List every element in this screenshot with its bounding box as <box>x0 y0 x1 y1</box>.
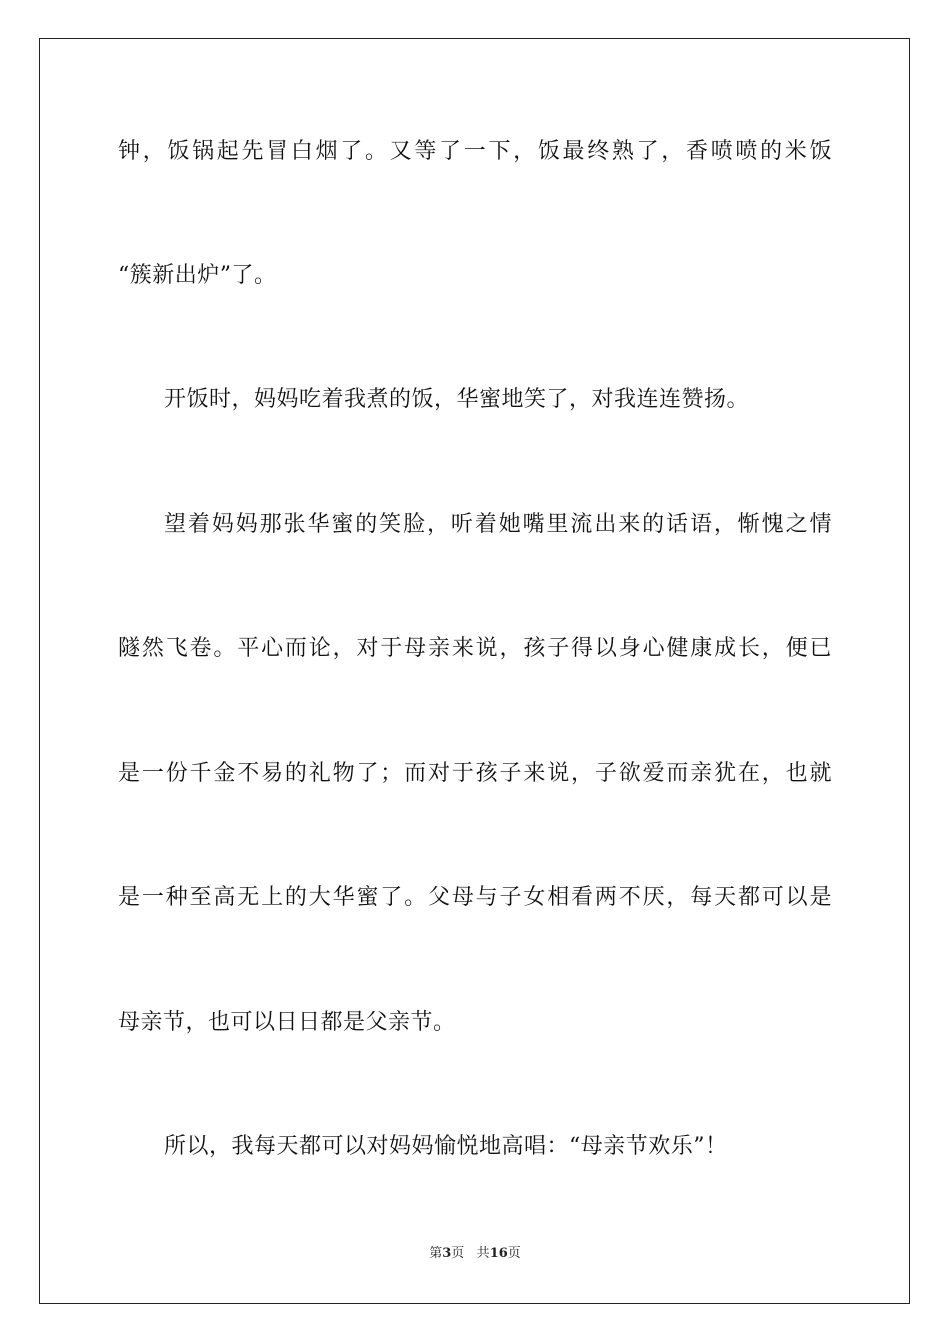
body-line-9: 所以，我每天都可以对妈妈愉悦地高唱：“母亲节欢乐”！ <box>164 1134 728 1159</box>
body-line-1: 钟，饭锅起先冒白烟了。又等了一下，饭最终熟了，香喷喷的米饭 <box>118 139 832 164</box>
body-line-5: 隧然飞卷。平心而论，对于母亲来说，孩子得以身心健康成长，便已 <box>118 636 832 661</box>
body-line-2: “簇新出炉”了。 <box>118 263 277 288</box>
footer-total-number: 16 <box>489 1246 508 1261</box>
footer-page-prefix: 第 <box>429 1246 443 1261</box>
footer-page-suffix: 页 <box>451 1246 465 1261</box>
body-line-6: 是一份千金不易的礼物了；而对于孩子来说，子欲爱而亲犹在，也就 <box>118 761 832 786</box>
footer-total-suffix: 页 <box>507 1246 521 1261</box>
body-line-3: 开饭时，妈妈吃着我煮的饭，华蜜地笑了，对我连连赞扬。 <box>164 387 750 412</box>
page-footer <box>0 1245 950 1263</box>
body-line-8: 母亲节，也可以日日都是父亲节。 <box>118 1010 456 1035</box>
footer-total-prefix: 共 <box>476 1246 490 1261</box>
page-frame <box>39 38 910 1304</box>
footer-page-number: 3 <box>442 1246 452 1261</box>
body-line-7: 是一种至高无上的大华蜜了。父母与子女相看两不厌，每天都可以是 <box>118 885 832 910</box>
body-line-4: 望着妈妈那张华蜜的笑脸，听着她嘴里流出来的话语，惭愧之情 <box>164 512 832 537</box>
